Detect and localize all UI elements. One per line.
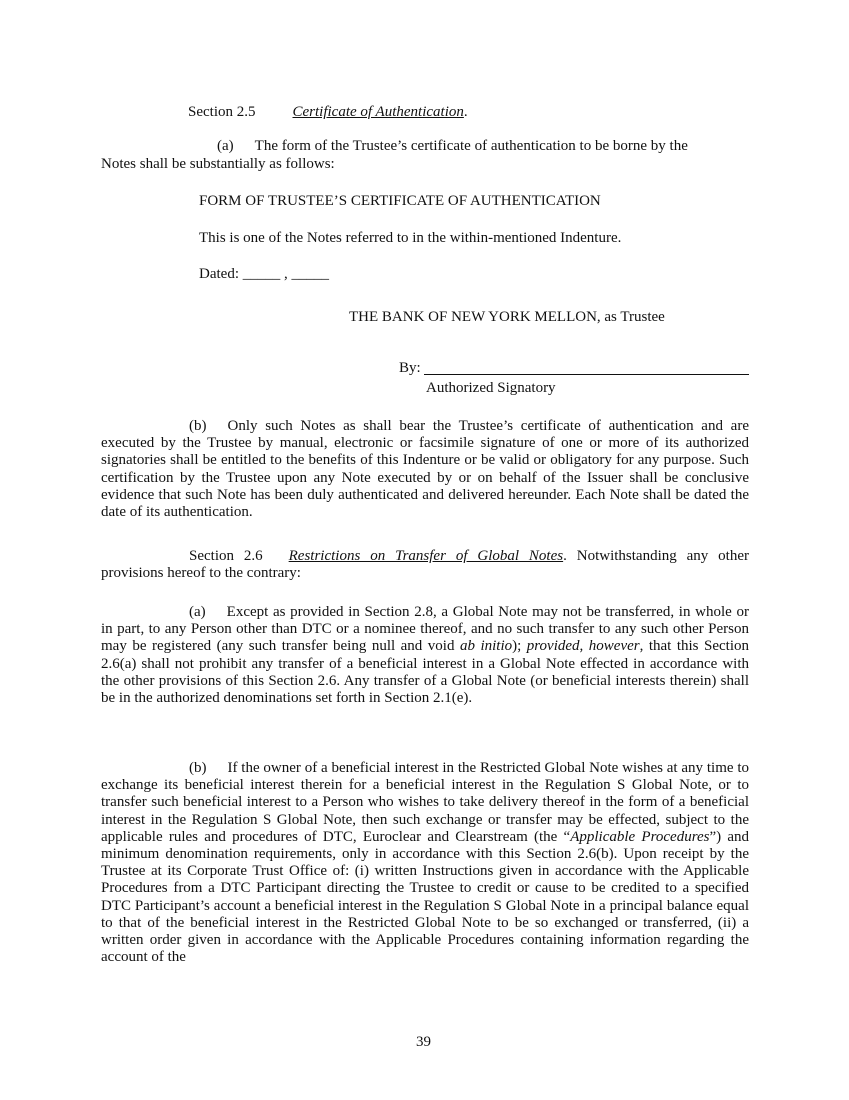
para-2-6-a	[101, 604, 749, 707]
para-italic-1: Applicable Procedures	[570, 828, 710, 845]
authorized-signatory: Authorized Signatory	[426, 380, 556, 396]
form-dated: Dated: _____ , _____	[199, 266, 329, 282]
section-2-6-heading	[101, 548, 749, 582]
signature-line	[424, 374, 749, 375]
para-label: (b)	[189, 760, 207, 776]
para-italic-2: provided, however	[526, 638, 640, 655]
section-2-5-heading	[188, 104, 468, 121]
para-text-1: If the owner of a beneficial interest in the Restricted Global Note wishes at any time to exchange its beneficial interest therein for a beneficial interest in the Regulation S Global Note, or to transfer such beneficial interest to a Person who wishes to take delivery thereof in the form of a beneficial interest in the Regulation S Global Note, then such exchange or transfer may be effected, subject to the applicable rules and procedures of DTC, Euroclear and Clearstream (the “	[101, 760, 749, 845]
para-label: (a)	[217, 138, 234, 154]
form-statement: This is one of the Notes referred to in the within-mentioned Indenture.	[199, 230, 622, 246]
para-text-2: );	[512, 638, 527, 655]
section-title: Certificate of Authentication	[292, 104, 464, 120]
para-2-5-a-line2: Notes shall be substantially as follows:	[101, 156, 335, 172]
para-text: Only such Notes as shall bear the Trustee’s certificate of authentication and are executed by the Trustee by manual, electronic or facsimile signature of one or more of its authorized signatories shall be entitled to the benefits of this Indenture or be valid or obligatory for any purpose. Such certification by the Trustee upon any Note executed by or on behalf of the Issuer shall be conclusive evidence that such Note has been duly authenticated and delivered hereunder. Each Note shall be dated the date of its authentication.	[101, 418, 749, 521]
para-text-2: ”) and minimum denomination requirements, only in accordance with this Section 2.6(b). Upon receipt by the Trustee at its Corporate Trust Office of: (i) written Instructions given in accordance with the Applicable Procedures from a DTC Participant directing the Trustee to credit or cause to be credited to a specified DTC Participant’s account a beneficial interest in the Regulation S Global Note in a principal balance equal to that of the beneficial interest in the Restricted Global Note to be so exchanged or transferred, (ii) a written order given in accordance with the Applicable Procedures containing information regarding the account of the	[101, 828, 750, 966]
section-title-period: .	[463, 104, 468, 120]
section-title: Restrictions on Transfer of Global Notes	[288, 548, 564, 564]
para-2-5-b	[101, 418, 749, 521]
para-italic-1: ab initio	[459, 638, 513, 655]
trustee-name: THE BANK OF NEW YORK MELLON, as Trustee	[349, 309, 665, 325]
para-text: The form of the Trustee’s certificate of authentication to be borne by the	[254, 138, 688, 154]
para-label: (b)	[189, 418, 207, 434]
para-2-5-a-line1	[217, 138, 688, 155]
section-number: Section 2.5	[188, 104, 256, 120]
section-number: Section 2.6	[189, 548, 263, 564]
page-number: 39	[416, 1034, 431, 1050]
para-2-6-b	[101, 760, 749, 966]
para-text-1: Except as provided in Section 2.8, a Global Note may not be transferred, in whole or in part, to any Person other than DTC or a nominee thereof, and no such transfer to any such other Person may be registered (any such transfer being null and void	[101, 604, 749, 655]
form-heading: FORM OF TRUSTEE’S CERTIFICATE OF AUTHENTICATION	[199, 193, 601, 209]
signature-by: By:	[399, 360, 421, 376]
section-intro: . Notwithstanding any other provisions hereof to the contrary:	[101, 548, 750, 582]
para-label: (a)	[189, 604, 206, 620]
para-text-3: , that this Section 2.6(a) shall not prohibit any transfer of a beneficial interest in a Global Note effected in accordance with the other provisions of this Section 2.6. Any transfer of a Global Note (or beneficial interests therein) shall be in the authorized denominations set forth in Section 2.1(e).	[101, 638, 749, 707]
